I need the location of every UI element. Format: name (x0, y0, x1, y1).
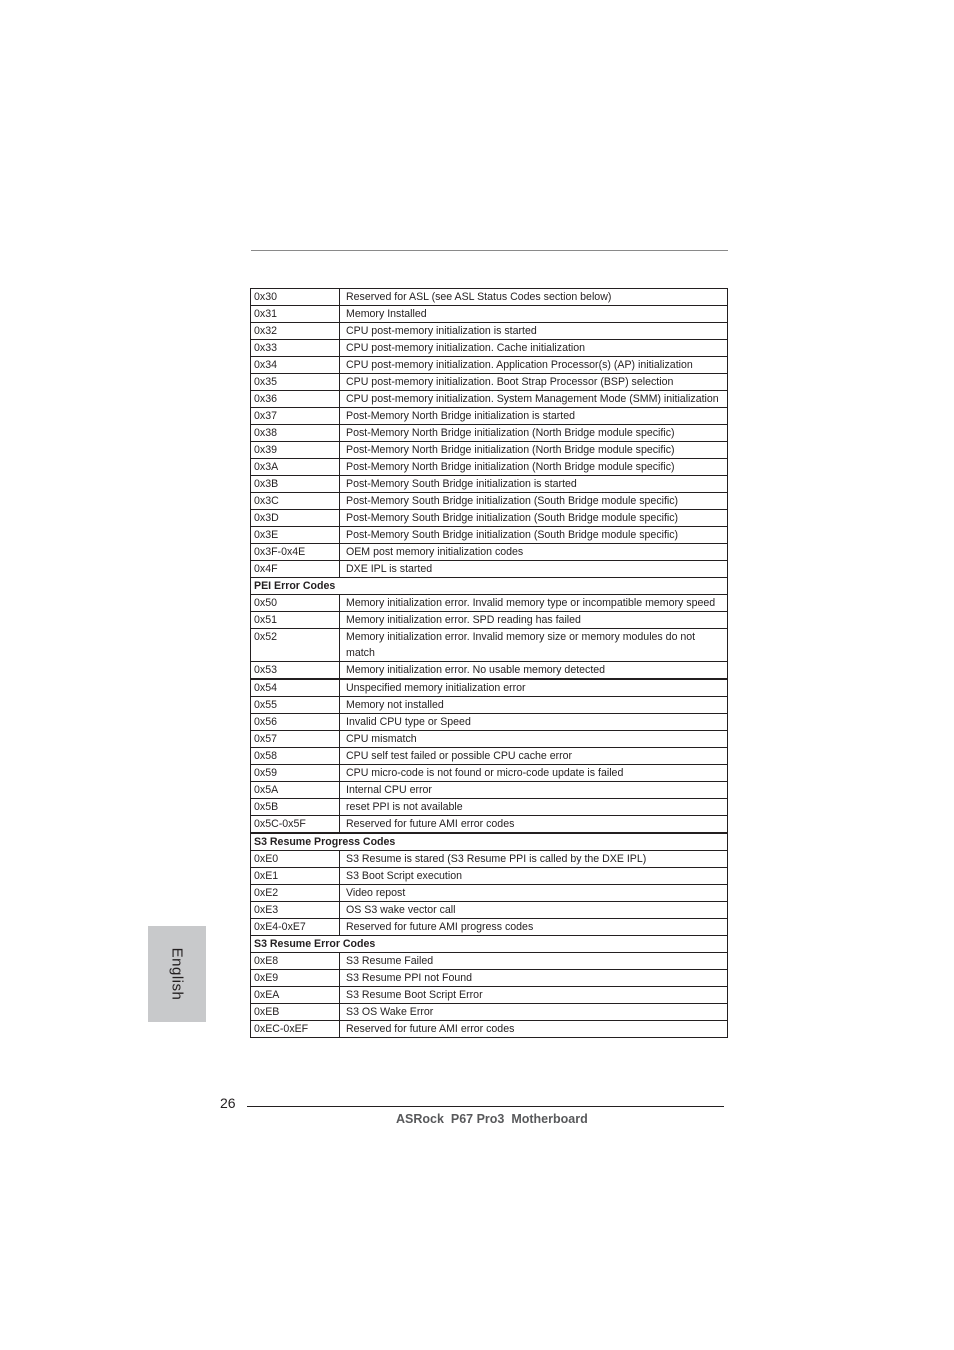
post-code-cell: 0x53 (251, 662, 340, 680)
description-cell: Post-Memory North Bridge initialization (North Bridge module specific) (340, 459, 728, 476)
section-header-row (251, 578, 728, 595)
description-cell: Post-Memory North Bridge initialization (North Bridge module specific) (340, 425, 728, 442)
post-code-cell: 0x33 (251, 340, 340, 357)
description-cell: Post-Memory South Bridge initialization is started (340, 476, 728, 493)
table-row (251, 1004, 728, 1021)
post-code-cell: 0x4F (251, 561, 340, 578)
post-code-cell: 0xEC-0xEF (251, 1021, 340, 1038)
post-code-cell: 0x5B (251, 799, 340, 816)
description-cell: Reserved for ASL (see ASL Status Codes section below) (340, 289, 728, 306)
post-code-cell: 0xE1 (251, 868, 340, 885)
post-code-cell: 0x52 (251, 629, 340, 662)
post-code-cell: 0xE4-0xE7 (251, 919, 340, 936)
description-cell: S3 Boot Script execution (340, 868, 728, 885)
description-cell: CPU micro-code is not found or micro-code update is failed (340, 765, 728, 782)
description-cell: CPU post-memory initialization. Boot Strap Processor (BSP) selection (340, 374, 728, 391)
post-code-cell: 0x32 (251, 323, 340, 340)
description-cell: Memory Installed (340, 306, 728, 323)
post-code-cell: 0xEB (251, 1004, 340, 1021)
description-cell: Invalid CPU type or Speed (340, 714, 728, 731)
table-row (251, 595, 728, 612)
post-code-cell: 0x58 (251, 748, 340, 765)
post-code-cell: 0x38 (251, 425, 340, 442)
table-row (251, 374, 728, 391)
post-code-cell: 0x39 (251, 442, 340, 459)
post-code-cell: 0x3B (251, 476, 340, 493)
description-cell: OS S3 wake vector call (340, 902, 728, 919)
section-header-row (251, 936, 728, 953)
table-row (251, 442, 728, 459)
post-code-cell: 0x3F-0x4E (251, 544, 340, 561)
table-row (251, 306, 728, 323)
language-tab (148, 926, 206, 1022)
section-title: S3 Resume Error Codes (251, 936, 728, 953)
table-row (251, 902, 728, 919)
post-code-cell: 0x30 (251, 289, 340, 306)
description-cell: CPU post-memory initialization. System Management Mode (SMM) initialization (340, 391, 728, 408)
description-cell: Post-Memory North Bridge initialization (North Bridge module specific) (340, 442, 728, 459)
description-cell: S3 Resume Failed (340, 953, 728, 970)
post-code-cell: 0xE8 (251, 953, 340, 970)
post-code-cell: 0xE9 (251, 970, 340, 987)
post-code-cell: 0x37 (251, 408, 340, 425)
description-cell: Internal CPU error (340, 782, 728, 799)
table-row (251, 425, 728, 442)
post-code-cell: 0x35 (251, 374, 340, 391)
description-cell: reset PPI is not available (340, 799, 728, 816)
table-row (251, 679, 728, 697)
table-row (251, 493, 728, 510)
post-code-table-body (251, 289, 728, 1038)
description-cell: CPU mismatch (340, 731, 728, 748)
page-number: 26 (220, 1095, 236, 1111)
post-code-cell: 0x3D (251, 510, 340, 527)
description-cell: Reserved for future AMI progress codes (340, 919, 728, 936)
table-row (251, 323, 728, 340)
table-row (251, 816, 728, 834)
description-cell: Unspecified memory initialization error (340, 679, 728, 697)
footer-rule (247, 1106, 724, 1107)
description-cell: Post-Memory South Bridge initialization (South Bridge module specific) (340, 527, 728, 544)
description-cell: OEM post memory initialization codes (340, 544, 728, 561)
language-tab-label: English (168, 947, 186, 1001)
post-code-cell: 0x3C (251, 493, 340, 510)
section-title: S3 Resume Progress Codes (251, 833, 728, 851)
table-row (251, 748, 728, 765)
footer-title: ASRock P67 Pro3 Motherboard (396, 1112, 588, 1126)
table-row (251, 782, 728, 799)
table-row (251, 970, 728, 987)
post-code-table (250, 288, 728, 1038)
post-code-cell: 0x59 (251, 765, 340, 782)
table-row (251, 357, 728, 374)
table-row (251, 885, 728, 902)
table-row (251, 391, 728, 408)
post-code-cell: 0x5C-0x5F (251, 816, 340, 834)
table-row (251, 731, 728, 748)
post-code-cell: 0x5A (251, 782, 340, 799)
table-row (251, 714, 728, 731)
post-code-cell: 0x57 (251, 731, 340, 748)
table-row (251, 289, 728, 306)
description-cell: DXE IPL is started (340, 561, 728, 578)
post-code-cell: 0x31 (251, 306, 340, 323)
table-row (251, 561, 728, 578)
description-cell: S3 Resume PPI not Found (340, 970, 728, 987)
post-code-cell: 0xE3 (251, 902, 340, 919)
description-cell: Memory initialization error. No usable memory detected (340, 662, 728, 680)
post-code-cell: 0x36 (251, 391, 340, 408)
header-rule (251, 250, 728, 251)
table-row (251, 629, 728, 662)
table-row (251, 851, 728, 868)
table-row (251, 459, 728, 476)
post-code-cell: 0xEA (251, 987, 340, 1004)
post-code-cell: 0xE2 (251, 885, 340, 902)
table-row (251, 799, 728, 816)
table-row (251, 953, 728, 970)
post-code-cell: 0x51 (251, 612, 340, 629)
description-cell: Memory initialization error. Invalid memory type or incompatible memory speed (340, 595, 728, 612)
description-cell: S3 Resume Boot Script Error (340, 987, 728, 1004)
table-row (251, 408, 728, 425)
table-row (251, 987, 728, 1004)
table-row (251, 697, 728, 714)
post-code-cell: 0x3E (251, 527, 340, 544)
table-row (251, 662, 728, 680)
description-cell: S3 Resume is stared (S3 Resume PPI is called by the DXE IPL) (340, 851, 728, 868)
post-code-cell: 0x55 (251, 697, 340, 714)
post-code-cell: 0x56 (251, 714, 340, 731)
table-row (251, 765, 728, 782)
description-cell: Reserved for future AMI error codes (340, 1021, 728, 1038)
section-title: PEI Error Codes (251, 578, 728, 595)
description-cell: S3 OS Wake Error (340, 1004, 728, 1021)
table-row (251, 340, 728, 357)
post-code-cell: 0x50 (251, 595, 340, 612)
table-row (251, 476, 728, 493)
post-code-cell: 0xE0 (251, 851, 340, 868)
description-cell: CPU post-memory initialization is started (340, 323, 728, 340)
table-row (251, 510, 728, 527)
table-row (251, 868, 728, 885)
section-header-row (251, 833, 728, 851)
table-row (251, 527, 728, 544)
description-cell: CPU post-memory initialization. Cache initialization (340, 340, 728, 357)
post-code-cell: 0x3A (251, 459, 340, 476)
description-cell: Memory initialization error. Invalid memory size or memory modules do not match (340, 629, 728, 662)
post-code-cell: 0x34 (251, 357, 340, 374)
table-row (251, 919, 728, 936)
table-row (251, 544, 728, 561)
post-code-cell: 0x54 (251, 679, 340, 697)
description-cell: Post-Memory North Bridge initialization is started (340, 408, 728, 425)
table-row (251, 612, 728, 629)
description-cell: Post-Memory South Bridge initialization (South Bridge module specific) (340, 510, 728, 527)
description-cell: Post-Memory South Bridge initialization (South Bridge module specific) (340, 493, 728, 510)
description-cell: CPU self test failed or possible CPU cache error (340, 748, 728, 765)
description-cell: Video repost (340, 885, 728, 902)
description-cell: Reserved for future AMI error codes (340, 816, 728, 834)
description-cell: CPU post-memory initialization. Application Processor(s) (AP) initialization (340, 357, 728, 374)
description-cell: Memory initialization error. SPD reading has failed (340, 612, 728, 629)
description-cell: Memory not installed (340, 697, 728, 714)
table-row (251, 1021, 728, 1038)
